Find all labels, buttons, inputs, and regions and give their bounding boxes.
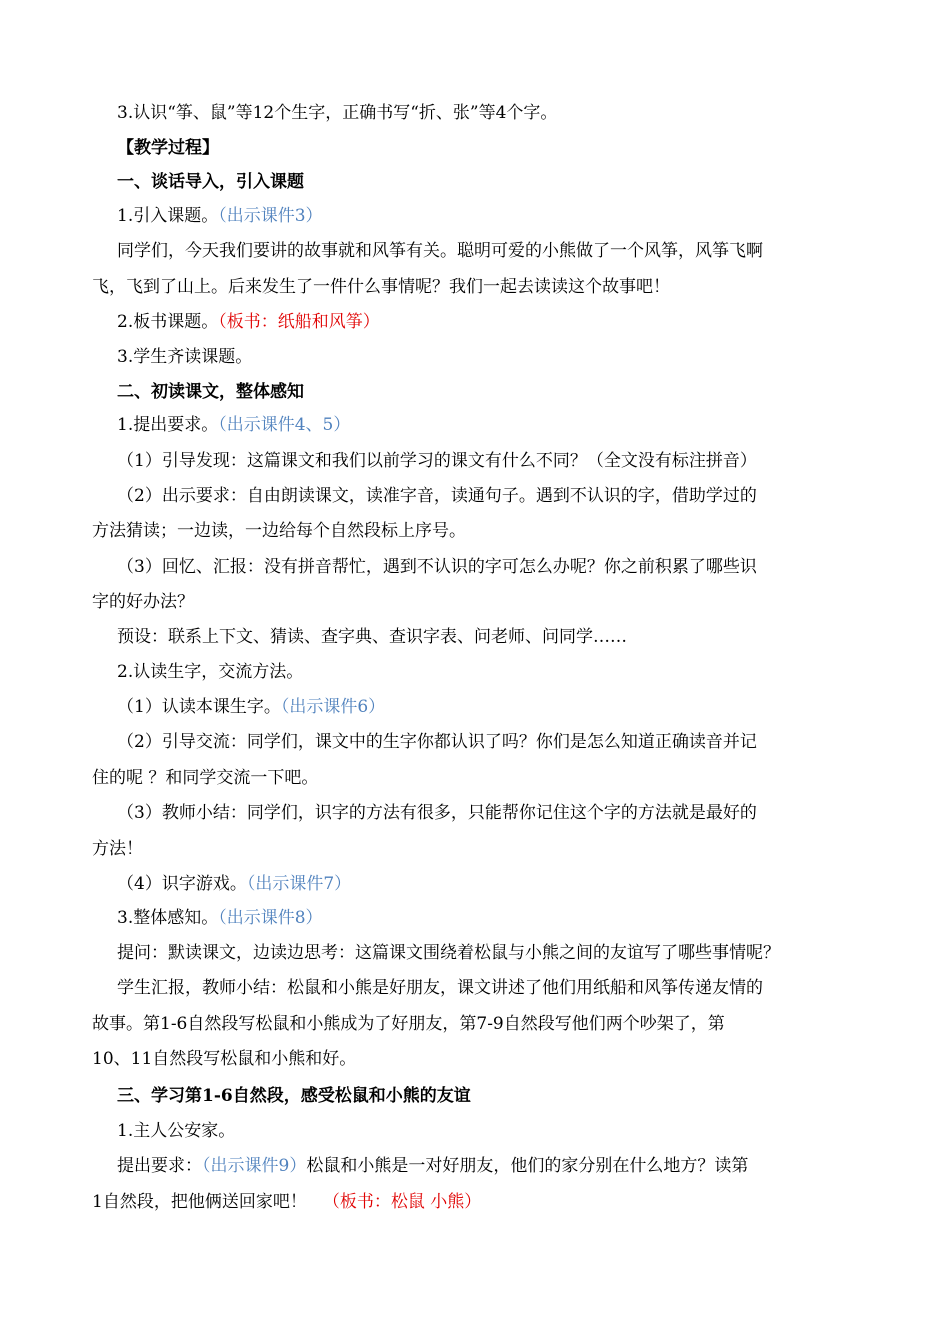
step-1-2 (117, 311, 380, 333)
step-1-1 (117, 205, 323, 227)
step-2-2: 2.认读生字，交流方法。 (117, 662, 304, 682)
requirement-line (117, 1155, 748, 1177)
courseware-note: （出示课件7） (246, 874, 352, 894)
substep-summary-cont: 方法！ (92, 839, 143, 859)
step-text: 1自然段，把他俩送回家吧！ (92, 1192, 307, 1212)
substep-requirement: （2）出示要求：自由朗读课文，读准字音，读通句子。遇到不认识的字，借助学过的 (117, 486, 757, 506)
step-text: 1.提出要求。 (117, 415, 219, 435)
step-text-cont: 松鼠和小熊是一对好朋友，他们的家分别在什么地方？读第 (306, 1156, 749, 1176)
substep-requirement-cont: 方法猜读；一边读，一边给每个自然段标上序号。 (92, 521, 466, 541)
step-text: 1.引入课题。 (117, 206, 219, 226)
substep-recall-cont: 字的好办法？ (92, 592, 194, 612)
teacher-summary-cont-1: 故事。第1-6自然段写松鼠和小熊成为了好朋友，第7-9自然段写他们两个吵架了，第 (92, 1014, 725, 1034)
blackboard-note: （板书：纸船和风筝） (218, 312, 380, 332)
substep-read-words (117, 696, 385, 718)
objective-3: 3.认识“筝、鼠”等12个生字，正确书写“折、张”等4个字。 (117, 103, 558, 123)
substep-exchange: （2）引导交流：同学们，课文中的生字你都认识了吗？你们是怎么知道正确读音并记 (117, 732, 757, 752)
courseware-note: （出示课件9） (202, 1156, 307, 1176)
courseware-note: （出示课件4、5） (218, 415, 351, 435)
blackboard-note: （板书：松鼠 小熊） (322, 1192, 482, 1212)
question-prompt: 提问：默读课文，边读边思考：这篇课文围绕着松鼠与小熊之间的友谊写了哪些事情呢？ (117, 943, 780, 963)
teacher-summary: 学生汇报，教师小结：松鼠和小熊是好朋友，课文讲述了他们用纸船和风筝传递友情的 (117, 978, 763, 998)
step-2-1 (117, 414, 350, 436)
step-1-3: 3.学生齐读课题。 (117, 347, 253, 367)
heading-part-3: 三、学习第1-6自然段，感受松鼠和小熊的友谊 (117, 1086, 471, 1106)
step-text: 2.板书课题。 (117, 312, 219, 332)
preset-answer: 预设：联系上下文、猜读、查字典、查识字表、问老师、问同学…… (117, 627, 627, 647)
teacher-summary-cont-2: 10、11自然段写松鼠和小熊和好。 (92, 1049, 357, 1069)
paragraph-intro-cont: 飞，飞到了山上。后来发生了一件什么事情呢？我们一起去读读这个故事吧！ (92, 277, 670, 297)
heading-part-2: 二、初读课文，整体感知 (117, 382, 304, 402)
paragraph-intro: 同学们，今天我们要讲的故事就和风筝有关。聪明可爱的小熊做了一个风筝，风筝飞啊 (117, 241, 763, 261)
step-3-1: 1.主人公安家。 (117, 1121, 236, 1141)
courseware-note: （出示课件8） (218, 908, 323, 928)
courseware-note: （出示课件3） (218, 206, 323, 226)
step-text: （4）识字游戏。 (117, 874, 247, 894)
requirement-line-cont (92, 1191, 481, 1213)
substep-discover: （1）引导发现：这篇课文和我们以前学习的课文有什么不同？（全文没有标注拼音） (117, 451, 757, 471)
step-text: （1）认读本课生字。 (117, 697, 281, 717)
step-text: 3.整体感知。 (117, 908, 219, 928)
step-text: 提出要求： (117, 1156, 202, 1176)
section-heading-teaching-process: 【教学过程】 (117, 138, 219, 158)
courseware-note: （出示课件6） (280, 697, 386, 717)
substep-recall: （3）回忆、汇报：没有拼音帮忙，遇到不认识的字可怎么办呢？你之前积累了哪些识 (117, 557, 757, 577)
heading-part-1: 一、谈话导入，引入课题 (117, 172, 304, 192)
substep-exchange-cont: 住的呢 ？和同学交流一下吧。 (92, 768, 319, 788)
substep-summary: （3）教师小结：同学们，识字的方法有很多，只能帮你记住这个字的方法就是最好的 (117, 803, 757, 823)
step-2-3 (117, 907, 323, 929)
substep-game (117, 873, 351, 895)
